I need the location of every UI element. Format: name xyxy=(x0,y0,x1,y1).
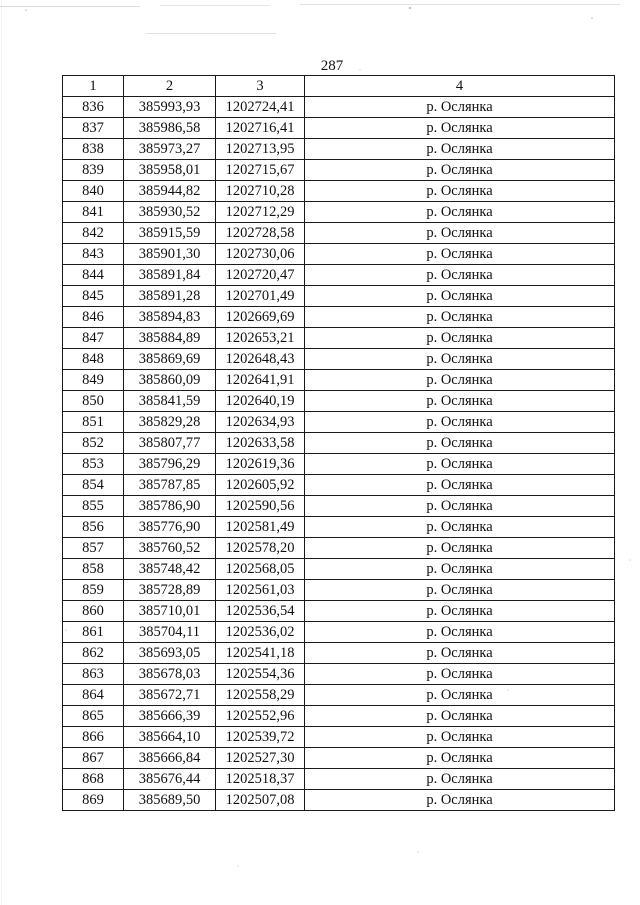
x-coordinate-cell: 385860,09 xyxy=(124,370,216,391)
x-coordinate-cell: 385901,30 xyxy=(124,244,216,265)
point-number-cell: 851 xyxy=(63,412,124,433)
point-number-cell: 860 xyxy=(63,601,124,622)
x-coordinate-cell: 385666,39 xyxy=(124,706,216,727)
table-row xyxy=(63,244,615,265)
table-row xyxy=(63,349,615,370)
y-coordinate-cell: 1202720,47 xyxy=(216,265,305,286)
y-coordinate-cell: 1202561,03 xyxy=(216,580,305,601)
point-number-cell: 869 xyxy=(63,790,124,811)
table-row xyxy=(63,370,615,391)
point-number-cell: 843 xyxy=(63,244,124,265)
x-coordinate-cell: 385760,52 xyxy=(124,538,216,559)
y-coordinate-cell: 1202605,92 xyxy=(216,475,305,496)
y-coordinate-cell: 1202641,91 xyxy=(216,370,305,391)
x-coordinate-cell: 385678,03 xyxy=(124,664,216,685)
point-number-cell: 857 xyxy=(63,538,124,559)
description-cell: р. Ослянка xyxy=(305,706,615,727)
y-coordinate-cell: 1202578,20 xyxy=(216,538,305,559)
y-coordinate-cell: 1202581,49 xyxy=(216,517,305,538)
point-number-cell: 861 xyxy=(63,622,124,643)
description-cell: р. Ослянка xyxy=(305,160,615,181)
table-header-row xyxy=(63,76,615,97)
y-coordinate-cell: 1202710,28 xyxy=(216,181,305,202)
x-coordinate-cell: 385710,01 xyxy=(124,601,216,622)
column-header: 4 xyxy=(305,76,615,97)
description-cell: р. Ослянка xyxy=(305,412,615,433)
point-number-cell: 841 xyxy=(63,202,124,223)
description-cell: р. Ослянка xyxy=(305,580,615,601)
point-number-cell: 864 xyxy=(63,685,124,706)
y-coordinate-cell: 1202633,58 xyxy=(216,433,305,454)
y-coordinate-cell: 1202507,08 xyxy=(216,790,305,811)
x-coordinate-cell: 385869,69 xyxy=(124,349,216,370)
point-number-cell: 850 xyxy=(63,391,124,412)
table-row xyxy=(63,538,615,559)
description-cell: р. Ослянка xyxy=(305,475,615,496)
table-row xyxy=(63,328,615,349)
y-coordinate-cell: 1202558,29 xyxy=(216,685,305,706)
table-row xyxy=(63,517,615,538)
y-coordinate-cell: 1202730,06 xyxy=(216,244,305,265)
coordinates-table xyxy=(62,75,615,811)
x-coordinate-cell: 385666,84 xyxy=(124,748,216,769)
description-cell: р. Ослянка xyxy=(305,307,615,328)
point-number-cell: 867 xyxy=(63,748,124,769)
column-header: 3 xyxy=(216,76,305,97)
table-row xyxy=(63,307,615,328)
table-row xyxy=(63,412,615,433)
description-cell: р. Ослянка xyxy=(305,748,615,769)
table-row xyxy=(63,118,615,139)
y-coordinate-cell: 1202640,19 xyxy=(216,391,305,412)
y-coordinate-cell: 1202518,37 xyxy=(216,769,305,790)
table-row xyxy=(63,664,615,685)
description-cell: р. Ослянка xyxy=(305,559,615,580)
description-cell: р. Ослянка xyxy=(305,97,615,118)
y-coordinate-cell: 1202536,02 xyxy=(216,622,305,643)
table-row xyxy=(63,265,615,286)
y-coordinate-cell: 1202712,29 xyxy=(216,202,305,223)
table-row xyxy=(63,643,615,664)
y-coordinate-cell: 1202728,58 xyxy=(216,223,305,244)
description-cell: р. Ослянка xyxy=(305,790,615,811)
description-cell: р. Ослянка xyxy=(305,727,615,748)
table-row xyxy=(63,622,615,643)
x-coordinate-cell: 385829,28 xyxy=(124,412,216,433)
table-row xyxy=(63,769,615,790)
table-row xyxy=(63,202,615,223)
description-cell: р. Ослянка xyxy=(305,349,615,370)
x-coordinate-cell: 385693,05 xyxy=(124,643,216,664)
x-coordinate-cell: 385796,29 xyxy=(124,454,216,475)
y-coordinate-cell: 1202568,05 xyxy=(216,559,305,580)
y-coordinate-cell: 1202648,43 xyxy=(216,349,305,370)
y-coordinate-cell: 1202539,72 xyxy=(216,727,305,748)
table-row xyxy=(63,391,615,412)
table-row xyxy=(63,727,615,748)
x-coordinate-cell: 385915,59 xyxy=(124,223,216,244)
x-coordinate-cell: 385728,89 xyxy=(124,580,216,601)
point-number-cell: 862 xyxy=(63,643,124,664)
page-number: 287 xyxy=(320,58,344,74)
point-number-cell: 848 xyxy=(63,349,124,370)
table-row xyxy=(63,139,615,160)
y-coordinate-cell: 1202619,36 xyxy=(216,454,305,475)
point-number-cell: 839 xyxy=(63,160,124,181)
point-number-cell: 856 xyxy=(63,517,124,538)
description-cell: р. Ослянка xyxy=(305,391,615,412)
y-coordinate-cell: 1202701,49 xyxy=(216,286,305,307)
column-header: 2 xyxy=(124,76,216,97)
description-cell: р. Ослянка xyxy=(305,370,615,391)
y-coordinate-cell: 1202724,41 xyxy=(216,97,305,118)
table-row xyxy=(63,433,615,454)
x-coordinate-cell: 385894,83 xyxy=(124,307,216,328)
description-cell: р. Ослянка xyxy=(305,601,615,622)
description-cell: р. Ослянка xyxy=(305,643,615,664)
point-number-cell: 849 xyxy=(63,370,124,391)
y-coordinate-cell: 1202536,54 xyxy=(216,601,305,622)
description-cell: р. Ослянка xyxy=(305,538,615,559)
point-number-cell: 853 xyxy=(63,454,124,475)
description-cell: р. Ослянка xyxy=(305,664,615,685)
x-coordinate-cell: 385891,84 xyxy=(124,265,216,286)
x-coordinate-cell: 385689,50 xyxy=(124,790,216,811)
table-row xyxy=(63,601,615,622)
table-body xyxy=(63,97,615,811)
y-coordinate-cell: 1202527,30 xyxy=(216,748,305,769)
x-coordinate-cell: 385884,89 xyxy=(124,328,216,349)
table-row xyxy=(63,748,615,769)
point-number-cell: 859 xyxy=(63,580,124,601)
description-cell: р. Ослянка xyxy=(305,118,615,139)
y-coordinate-cell: 1202716,41 xyxy=(216,118,305,139)
point-number-cell: 852 xyxy=(63,433,124,454)
point-number-cell: 863 xyxy=(63,664,124,685)
point-number-cell: 844 xyxy=(63,265,124,286)
x-coordinate-cell: 385986,58 xyxy=(124,118,216,139)
x-coordinate-cell: 385841,59 xyxy=(124,391,216,412)
x-coordinate-cell: 385807,77 xyxy=(124,433,216,454)
description-cell: р. Ослянка xyxy=(305,454,615,475)
y-coordinate-cell: 1202541,18 xyxy=(216,643,305,664)
description-cell: р. Ослянка xyxy=(305,433,615,454)
point-number-cell: 854 xyxy=(63,475,124,496)
description-cell: р. Ослянка xyxy=(305,202,615,223)
point-number-cell: 847 xyxy=(63,328,124,349)
point-number-cell: 840 xyxy=(63,181,124,202)
table-row xyxy=(63,685,615,706)
x-coordinate-cell: 385787,85 xyxy=(124,475,216,496)
description-cell: р. Ослянка xyxy=(305,223,615,244)
point-number-cell: 858 xyxy=(63,559,124,580)
y-coordinate-cell: 1202715,67 xyxy=(216,160,305,181)
description-cell: р. Ослянка xyxy=(305,496,615,517)
description-cell: р. Ослянка xyxy=(305,181,615,202)
column-header: 1 xyxy=(63,76,124,97)
point-number-cell: 868 xyxy=(63,769,124,790)
table-row xyxy=(63,160,615,181)
description-cell: р. Ослянка xyxy=(305,244,615,265)
y-coordinate-cell: 1202590,56 xyxy=(216,496,305,517)
x-coordinate-cell: 385748,42 xyxy=(124,559,216,580)
x-coordinate-cell: 385664,10 xyxy=(124,727,216,748)
description-cell: р. Ослянка xyxy=(305,286,615,307)
point-number-cell: 842 xyxy=(63,223,124,244)
table-row xyxy=(63,580,615,601)
table-row xyxy=(63,97,615,118)
x-coordinate-cell: 385958,01 xyxy=(124,160,216,181)
x-coordinate-cell: 385672,71 xyxy=(124,685,216,706)
table-row xyxy=(63,790,615,811)
table-row xyxy=(63,223,615,244)
table-row xyxy=(63,286,615,307)
y-coordinate-cell: 1202634,93 xyxy=(216,412,305,433)
description-cell: р. Ослянка xyxy=(305,685,615,706)
description-cell: р. Ослянка xyxy=(305,769,615,790)
description-cell: р. Ослянка xyxy=(305,139,615,160)
x-coordinate-cell: 385776,90 xyxy=(124,517,216,538)
x-coordinate-cell: 385676,44 xyxy=(124,769,216,790)
table-row xyxy=(63,559,615,580)
description-cell: р. Ослянка xyxy=(305,622,615,643)
x-coordinate-cell: 385944,82 xyxy=(124,181,216,202)
y-coordinate-cell: 1202653,21 xyxy=(216,328,305,349)
point-number-cell: 845 xyxy=(63,286,124,307)
table-row xyxy=(63,454,615,475)
description-cell: р. Ослянка xyxy=(305,265,615,286)
point-number-cell: 855 xyxy=(63,496,124,517)
point-number-cell: 838 xyxy=(63,139,124,160)
point-number-cell: 837 xyxy=(63,118,124,139)
table-row xyxy=(63,496,615,517)
y-coordinate-cell: 1202552,96 xyxy=(216,706,305,727)
y-coordinate-cell: 1202713,95 xyxy=(216,139,305,160)
table-row xyxy=(63,181,615,202)
x-coordinate-cell: 385704,11 xyxy=(124,622,216,643)
table-row xyxy=(63,475,615,496)
x-coordinate-cell: 385973,27 xyxy=(124,139,216,160)
y-coordinate-cell: 1202669,69 xyxy=(216,307,305,328)
table-row xyxy=(63,706,615,727)
point-number-cell: 866 xyxy=(63,727,124,748)
point-number-cell: 846 xyxy=(63,307,124,328)
point-number-cell: 836 xyxy=(63,97,124,118)
description-cell: р. Ослянка xyxy=(305,328,615,349)
description-cell: р. Ослянка xyxy=(305,517,615,538)
y-coordinate-cell: 1202554,36 xyxy=(216,664,305,685)
x-coordinate-cell: 385930,52 xyxy=(124,202,216,223)
point-number-cell: 865 xyxy=(63,706,124,727)
x-coordinate-cell: 385993,93 xyxy=(124,97,216,118)
x-coordinate-cell: 385891,28 xyxy=(124,286,216,307)
x-coordinate-cell: 385786,90 xyxy=(124,496,216,517)
